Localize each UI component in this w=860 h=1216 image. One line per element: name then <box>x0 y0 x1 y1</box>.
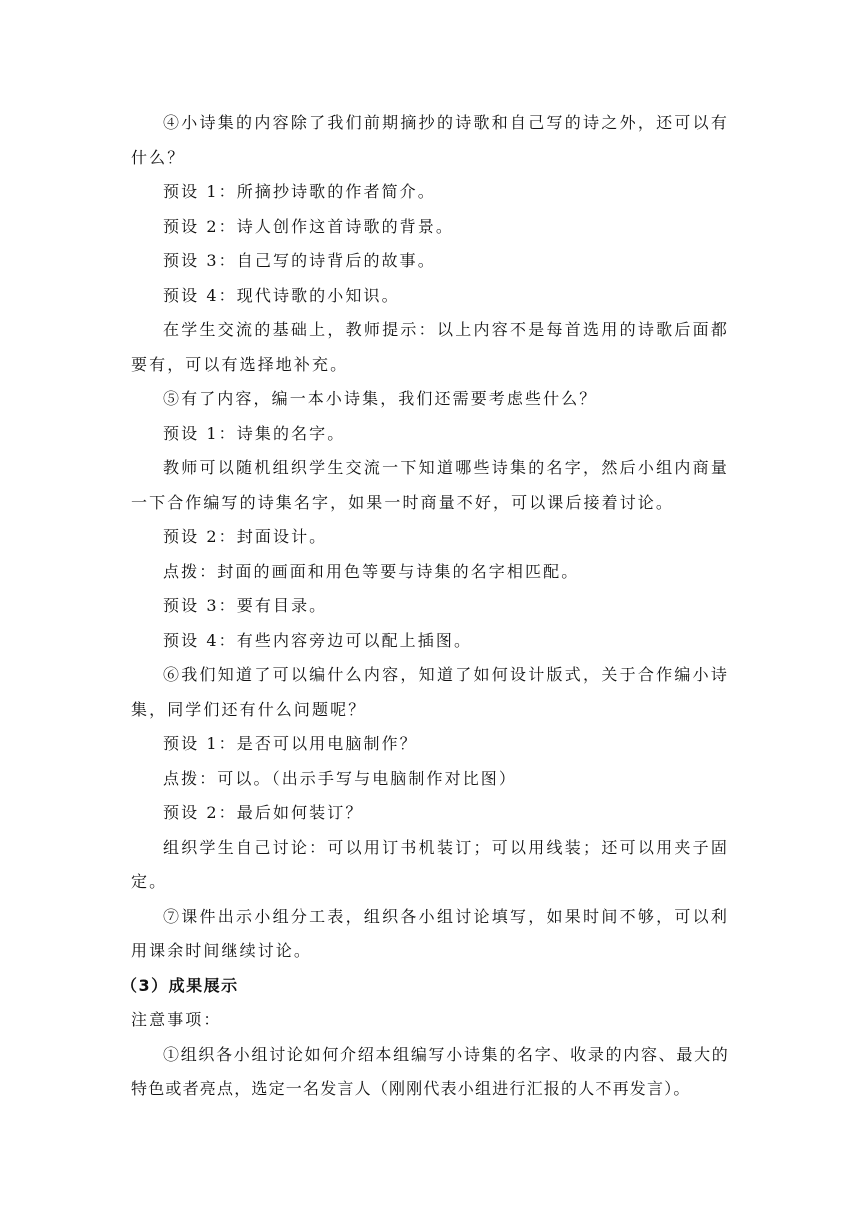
question-4-paragraph: ④小诗集的内容除了我们前期摘抄的诗歌和自己写的诗之外，还可以有什么？ <box>131 113 729 167</box>
binding-discussion-paragraph: 组织学生自己讨论：可以用订书机装订；可以用线装；还可以用夹子固定。 <box>131 837 729 891</box>
teacher-hint-paragraph: 在学生交流的基础上，教师提示：以上内容不是每首选用的诗歌后面都要有，可以有选择地补充。 <box>131 320 729 374</box>
guidance-computer-paragraph: 点拨：可以。（出示手写与电脑制作对比图） <box>163 768 518 788</box>
section-heading: （3）成果展示 <box>121 975 239 995</box>
question-7-paragraph: ⑦课件出示小组分工表，组织各小组讨论填写，如果时间不够，可以利用课余时间继续讨论。 <box>131 906 729 960</box>
question-6-paragraph: ⑥我们知道了可以编什么内容，知道了如何设计版式，关于合作编小诗集，同学们还有什么问题呢？ <box>131 665 729 719</box>
preset-2-paragraph: 预设 2：诗人创作这首诗歌的背景。 <box>163 216 454 236</box>
question-5-paragraph: ⑤有了内容，编一本小诗集，我们还需要考虑些什么？ <box>163 389 598 408</box>
preset-3-paragraph: 预设 3：自己写的诗背后的故事。 <box>163 251 436 270</box>
preset-toc-paragraph: 预设 3：要有目录。 <box>163 596 328 615</box>
preset-4-paragraph: 预设 4：现代诗歌的小知识。 <box>163 285 400 305</box>
preset-binding-paragraph: 预设 2：最后如何装订？ <box>163 803 364 822</box>
preset-cover-paragraph: 预设 2：封面设计。 <box>163 527 328 546</box>
guidance-cover-paragraph: 点拨：封面的画面和用色等要与诗集的名字相匹配。 <box>163 561 580 581</box>
teacher-organize-paragraph: 教师可以随机组织学生交流一下知道哪些诗集的名字，然后小组内商量一下合作编写的诗集名字，如果一时商量不好，可以课后接着讨论。 <box>131 458 729 512</box>
final-paragraph: ①组织各小组讨论如何介绍本组编写小诗集的名字、收录的内容、最大的特色或者亮点，选定一名发言人（刚刚代表小组进行汇报的人不再发言）。 <box>131 1044 729 1098</box>
preset-name-paragraph: 预设 1：诗集的名字。 <box>163 423 346 443</box>
preset-1-paragraph: 预设 1：所摘抄诗歌的作者简介。 <box>163 182 436 201</box>
preset-computer-paragraph: 预设 1：是否可以用电脑制作？ <box>163 734 418 753</box>
document-body <box>121 106 729 1107</box>
preset-illustration-paragraph: 预设 4：有些内容旁边可以配上插图。 <box>163 630 473 650</box>
notes-label: 注意事项： <box>131 1010 222 1029</box>
